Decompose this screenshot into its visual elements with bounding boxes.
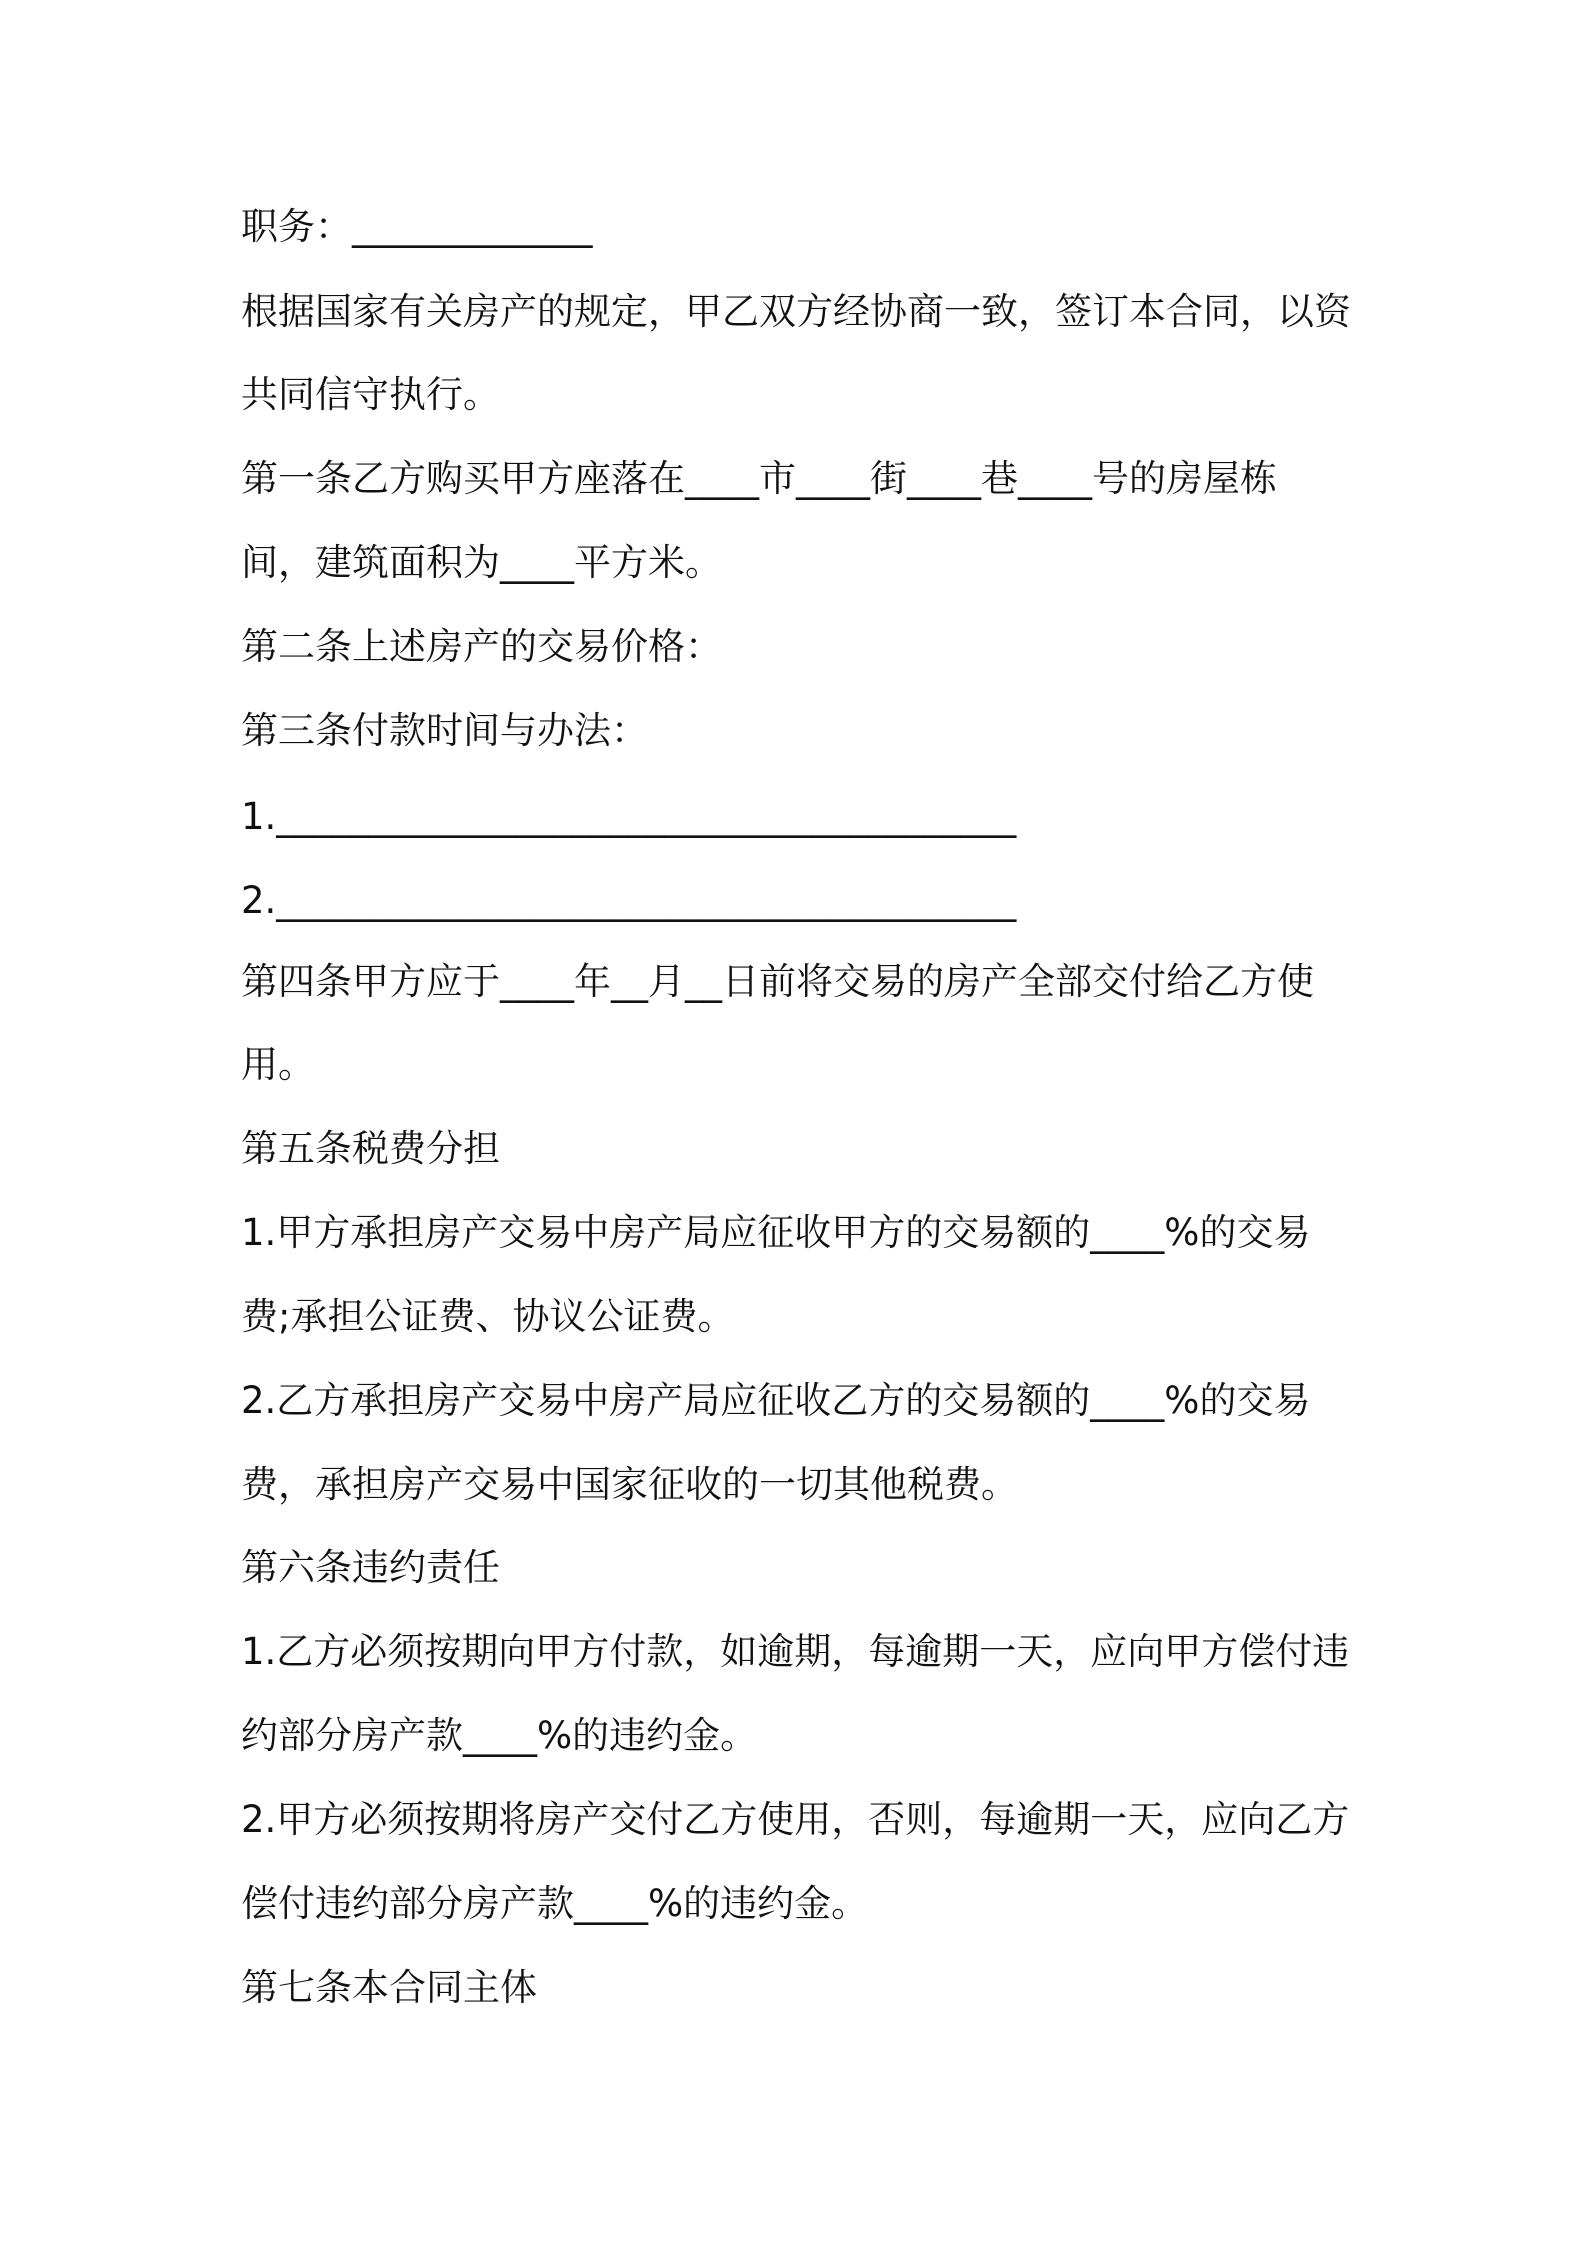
article-4-line-2: 用。 [241, 1043, 315, 1086]
article-1-line-2: 间，建筑面积为____平方米。 [241, 541, 722, 584]
article-4-line-1: 第四条甲方应于____年__月__日前将交易的房产全部交付给乙方使 [241, 960, 1314, 1003]
preamble-line-1: 根据国家有关房产的规定，甲乙双方经协商一致，签订本合同，以资 [241, 290, 1351, 333]
article-7-heading: 第七条本合同主体 [241, 1966, 537, 2009]
article-5-item-1-line-2: 费;承担公证费、协议公证费。 [241, 1295, 735, 1338]
article-6-item-1-line-2: 约部分房产款____%的违约金。 [241, 1714, 758, 1757]
payment-item-1: 1.________________________________________ [241, 795, 1017, 838]
article-5-item-2-line-2: 费，承担房产交易中国家征收的一切其他税费。 [241, 1463, 1018, 1506]
article-3-heading: 第三条付款时间与办法： [241, 709, 648, 752]
article-2-heading: 第二条上述房产的交易价格： [241, 625, 722, 668]
article-5-item-2-line-1: 2.乙方承担房产交易中房产局应征收乙方的交易额的____%的交易 [241, 1379, 1311, 1422]
article-1-line-1: 第一条乙方购买甲方座落在____市____街____巷____号的房屋栋 [241, 457, 1277, 500]
article-6-item-2-line-1: 2.甲方必须按期将房产交付乙方使用，否则，每逾期一天，应向乙方 [241, 1798, 1350, 1841]
position-line: 职务：_____________ [241, 205, 593, 248]
article-6-item-2-line-2: 偿付违约部分房产款____%的违约金。 [241, 1882, 869, 1925]
article-6-heading: 第六条违约责任 [241, 1546, 500, 1589]
article-6-item-1-line-1: 1.乙方必须按期向甲方付款，如逾期，每逾期一天，应向甲方偿付违 [241, 1630, 1350, 1673]
article-5-heading: 第五条税费分担 [241, 1127, 500, 1170]
payment-item-2: 2.________________________________________ [241, 879, 1017, 922]
preamble-line-2: 共同信守执行。 [241, 373, 500, 416]
article-5-item-1-line-1: 1.甲方承担房产交易中房产局应征收甲方的交易额的____%的交易 [241, 1211, 1311, 1254]
